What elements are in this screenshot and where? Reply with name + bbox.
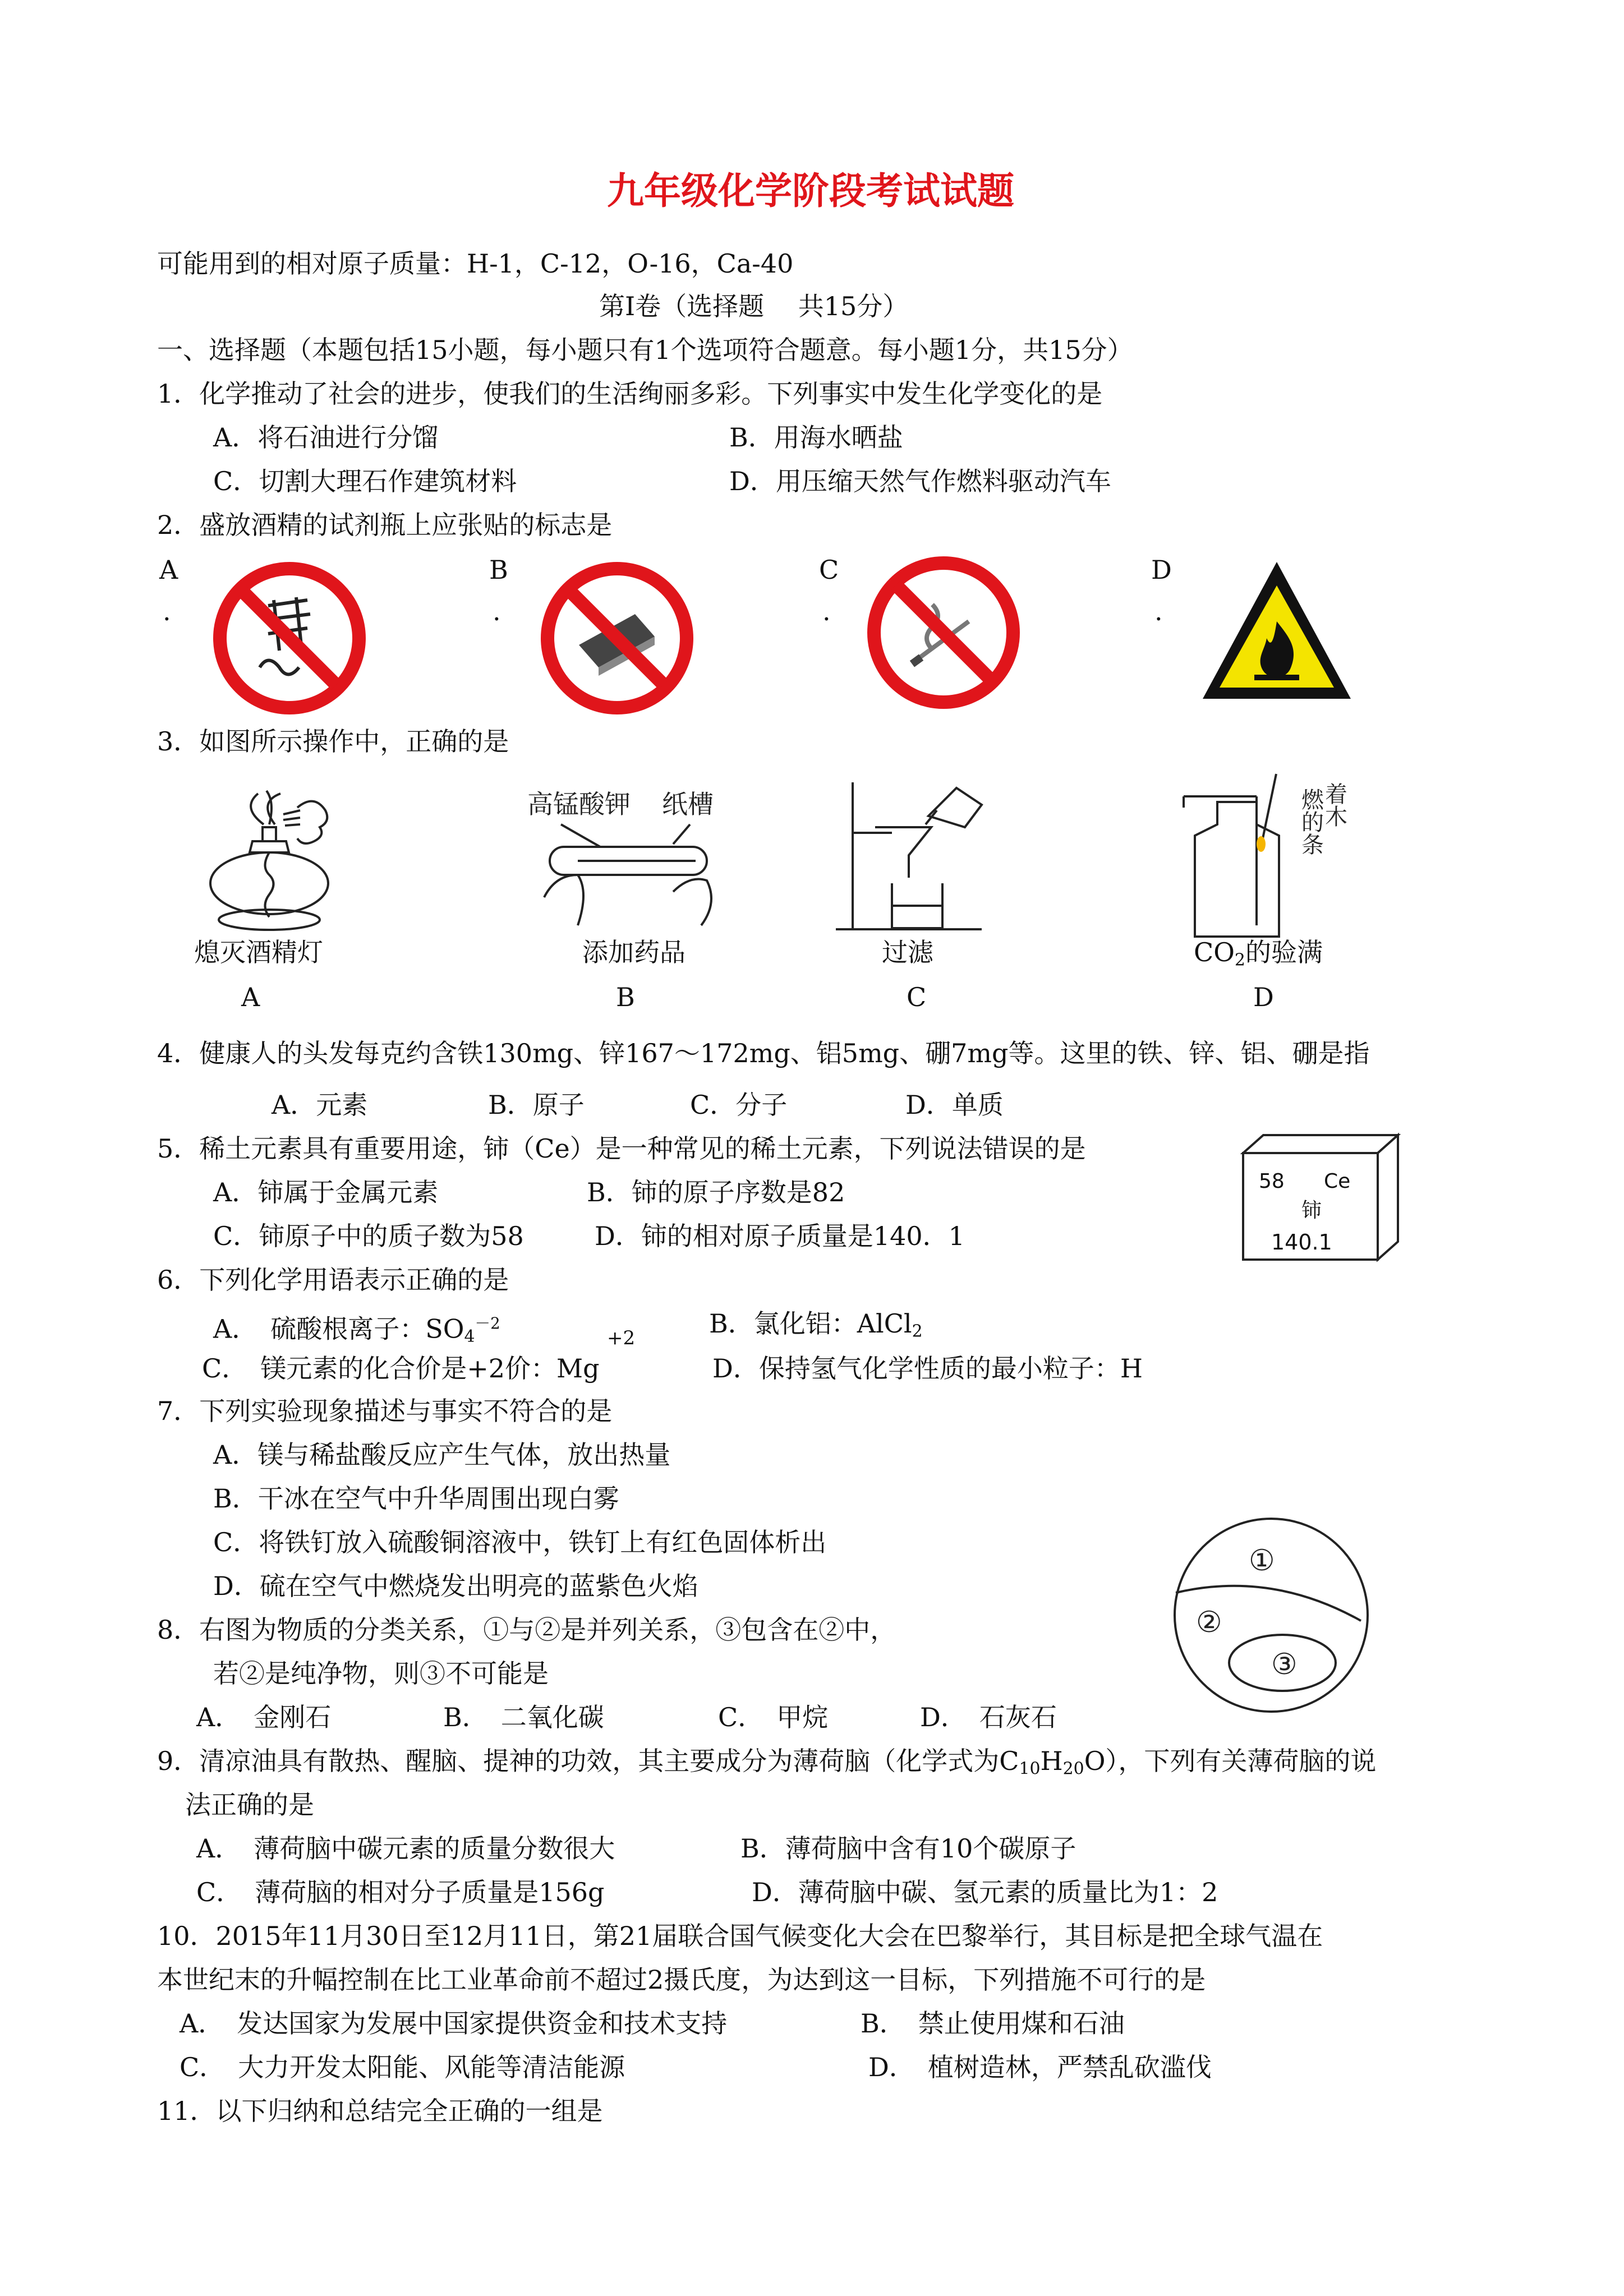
- cell-atomic-number: 58: [1259, 1170, 1285, 1193]
- q3-letter-c: C: [907, 982, 927, 1012]
- q9-stem-line2: 法正确的是: [185, 1790, 314, 1820]
- q2-label-b: B: [489, 555, 508, 585]
- q4-option-b: B．原子: [488, 1090, 585, 1120]
- q6-option-b: B．氯化铝：AlCl$_2$: [709, 1308, 923, 1341]
- q10-stem-line1: 10．2015年11月30日至12月11日，第21届联合国气候变化大会在巴黎举行，其目标是把全球气温在: [157, 1921, 1323, 1951]
- co2-test-figure: [1172, 774, 1347, 942]
- fig-d-char-4: 木: [1325, 804, 1347, 830]
- q6-option-a: A． 硫酸根离子：$SO_4^{-2}$: [213, 1313, 500, 1347]
- region-1-label: ①: [1249, 1544, 1275, 1578]
- q8-option-c: C． 甲烷: [718, 1702, 829, 1732]
- q3-caption-d: $CO_2$的验满: [1194, 937, 1323, 970]
- q8-stem-line1: 8．右图为物质的分类关系，①与②是并列关系，③包含在②中，: [157, 1615, 896, 1645]
- q1-option-d: D．用压缩天然气作燃料驱动汽车: [729, 466, 1111, 496]
- q1-option-c: C．切割大理石作建筑材料: [213, 466, 517, 496]
- q8-option-a: A． 金刚石: [196, 1702, 332, 1732]
- q10-option-c: C． 大力开发太阳能、风能等清洁能源: [180, 2052, 625, 2082]
- q4-stem: 4．健康人的头发每克约含铁130mg、锌167～172mg、铝5mg、硼7mg等。这里的铁、锌、铝、硼是指: [157, 1038, 1370, 1068]
- q3-caption-a: 熄灭酒精灯: [194, 937, 323, 967]
- q9-option-d: D．薄荷脑中碳、氢元素的质量比为1：2: [752, 1877, 1218, 1907]
- q7-option-c: C．将铁钉放入硫酸铜溶液中，铁钉上有红色固体析出: [213, 1527, 827, 1557]
- q3-stem: 3．如图所示操作中，正确的是: [157, 726, 509, 757]
- element-cell-cerium: [1240, 1132, 1402, 1264]
- region-3-label: ③: [1271, 1648, 1298, 1681]
- q11-stem: 11．以下归纳和总结完全正确的一组是: [157, 2096, 603, 2126]
- q5-option-c: C．铈原子中的质子数为58: [213, 1221, 524, 1251]
- cell-symbol: Ce: [1324, 1170, 1351, 1193]
- relative-masses: 可能用到的相对原子质量：H-1，C-12，O-16，Ca-40: [157, 248, 794, 279]
- q6-option-d: D．保持氢气化学性质的最小粒子：H: [712, 1353, 1143, 1384]
- q7-stem: 7．下列实验现象描述与事实不符合的是: [157, 1396, 613, 1426]
- q1-option-a: A．将石油进行分馏: [213, 422, 439, 453]
- q2-dot-b: .: [493, 596, 501, 626]
- q1-option-b: B．用海水晒盐: [729, 422, 903, 453]
- q8-stem-line2: 若②是纯净物，则③不可能是: [213, 1658, 549, 1689]
- q3-letter-d: D: [1253, 982, 1274, 1012]
- q5-option-d: D．铈的相对原子质量是140．1: [595, 1221, 965, 1251]
- no-matches-sign-icon: [540, 561, 694, 716]
- q4-option-d: D．单质: [905, 1090, 1004, 1120]
- q7-option-d: D．硫在空气中燃烧发出明亮的蓝紫色火焰: [213, 1571, 698, 1601]
- q10-option-a: A． 发达国家为发展中国家提供资金和技术支持: [180, 2008, 728, 2039]
- q1-stem: 1．化学推动了社会的进步，使我们的生活绚丽多彩。下列事实中发生化学变化的是: [157, 379, 1103, 409]
- q9-option-a: A． 薄荷脑中碳元素的质量分数很大: [196, 1833, 615, 1864]
- q10-option-d: D． 植树造林，严禁乱砍滥伐: [868, 2052, 1212, 2082]
- q3-caption-b: 添加药品: [582, 937, 686, 967]
- alcohol-lamp-blowing-figure: [185, 785, 353, 937]
- q10-stem-line2: 本世纪末的升幅控制在比工业革命前不超过2摄氏度，为达到这一目标，下列措施不可行的是: [157, 1965, 1206, 1995]
- q2-label-d: D: [1151, 555, 1172, 585]
- q3-letter-b: B: [616, 982, 635, 1012]
- fig-d-char-3: 的: [1301, 810, 1324, 836]
- q3-caption-c: 过滤: [882, 937, 933, 967]
- q7-option-a: A．镁与稀盐酸反应产生气体，放出热量: [213, 1440, 671, 1470]
- part-heading: 第Ⅰ卷（选择题 共15分）: [599, 291, 909, 321]
- q2-dot-c: .: [822, 596, 831, 626]
- q7-option-b: B．干冰在空气中升华周围出现白雾: [213, 1483, 619, 1514]
- fig-d-char-5: 条: [1301, 832, 1324, 858]
- q6-stem: 6．下列化学用语表示正确的是: [157, 1265, 509, 1295]
- q10-option-b: B． 禁止使用煤和石油: [861, 2008, 1125, 2039]
- q4-option-c: C．分子: [690, 1090, 788, 1120]
- fig-d-char-1: 燃: [1301, 787, 1324, 813]
- q3-letter-a: A: [241, 982, 260, 1012]
- q8-option-d: D． 石灰石: [920, 1702, 1057, 1732]
- q5-option-a: A．铈属于金属元素: [213, 1177, 439, 1207]
- q2-label-a: A: [159, 555, 178, 585]
- q6-option-c: C． 镁元素的化合价是+2价：Mg: [202, 1353, 600, 1384]
- q6-valence-mark: +2: [607, 1327, 636, 1349]
- cell-mass: 140.1: [1271, 1230, 1332, 1255]
- filtration-figure: [830, 771, 999, 939]
- no-fireworks-sign-icon: [212, 561, 367, 716]
- adding-reagent-figure: [527, 785, 752, 931]
- q2-dot-a: .: [163, 596, 171, 626]
- q5-stem: 5．稀土元素具有重要用途，铈（Ce）是一种常见的稀土元素，下列说法错误的是: [157, 1133, 1086, 1164]
- cell-name: 铈: [1301, 1199, 1322, 1222]
- q9-stem-line1: 9．清凉油具有散热、醒脑、提神的功效，其主要成分为薄荷脑（化学式为$C_{10}H_{20}O$），下列有关薄荷脑的说: [157, 1746, 1377, 1779]
- q2-stem: 2．盛放酒精的试剂瓶上应张贴的标志是: [157, 510, 613, 540]
- classification-diagram: [1170, 1514, 1372, 1716]
- fig-b-label-kmno4: 高锰酸钾: [527, 789, 631, 819]
- fig-d-char-2: 着: [1325, 782, 1347, 808]
- no-smoking-sign-icon: [865, 554, 1022, 711]
- section-heading: 一、选择题（本题包括15小题，每小题只有1个选项符合题意。每小题1分，共15分）: [157, 335, 1133, 365]
- q9-option-c: C． 薄荷脑的相对分子质量是156g: [196, 1877, 605, 1907]
- q2-dot-d: .: [1154, 596, 1163, 626]
- q8-option-b: B． 二氧化碳: [443, 1702, 604, 1732]
- q5-option-b: B．铈的原子序数是82: [587, 1177, 845, 1207]
- q4-option-a: A．元素: [272, 1090, 368, 1120]
- q9-option-b: B．薄荷脑中含有10个碳原子: [740, 1833, 1076, 1864]
- q2-label-c: C: [819, 555, 839, 585]
- fig-b-label-paper: 纸槽: [662, 789, 714, 819]
- page-title: 九年级化学阶段考试试题: [607, 169, 1014, 213]
- region-2-label: ②: [1196, 1606, 1222, 1639]
- flammable-warning-sign-icon: [1200, 560, 1353, 702]
